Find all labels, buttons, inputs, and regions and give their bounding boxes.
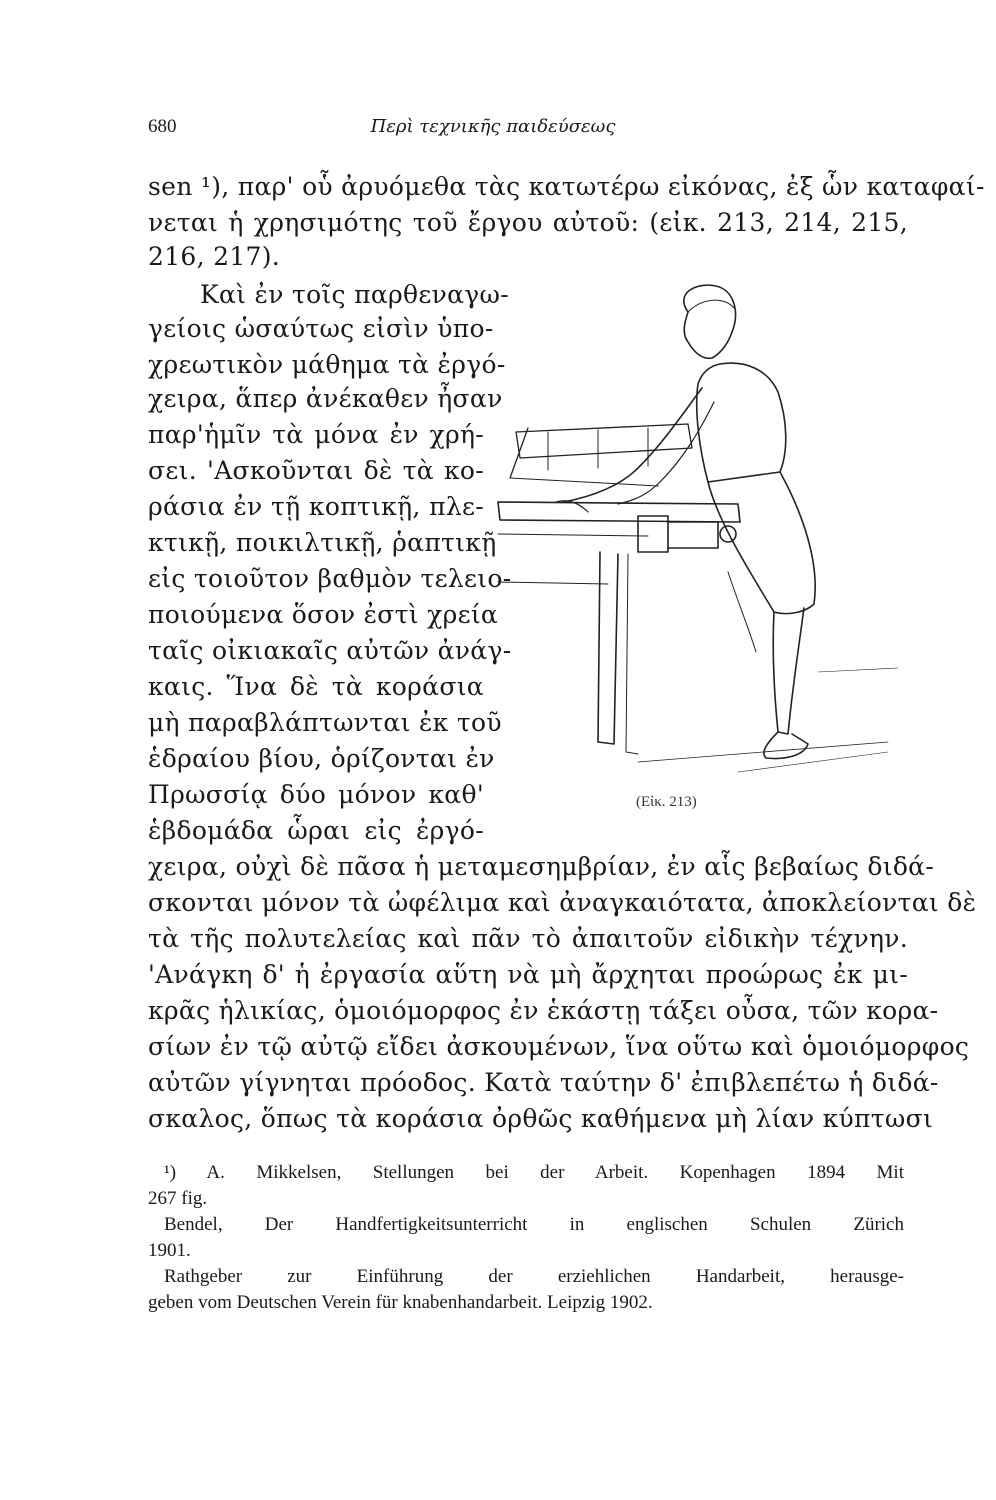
footnote-line: Bendel, Der Handfertigkeitsunterricht in englischen Schulen Zürich [164,1214,904,1235]
body-line: καις. Ἵνα δὲ τὰ κοράσια [148,672,484,701]
body-line: κτικῇ, ποικιλτικῇ, ῥαπτικῇ [148,528,497,557]
body-line: 'Ανάγκη δ' ἡ ἐργασία αὕτη νὰ μὴ ἄρχηται προώρως ἐκ μι- [148,960,908,989]
body-line: ἑδραίου βίου, ὁρίζονται ἐν [148,744,495,773]
running-title: Περὶ τεχνικῆς παιδεύσεως [370,116,616,137]
workbench-top [498,502,740,522]
body-line: ράσια ἐν τῇ κοπτικῇ, πλε- [148,492,484,521]
body-line: κρᾶς ἡλικίας, ὁμοιόμορφος ἐν ἑκάστῃ τάξει οὖσα, τῶν κορα- [148,996,939,1025]
body-line: ταῖς οἰκιακαῖς αὐτῶν ἀνάγ- [148,636,512,665]
body-line: γείοις ὡσαύτως εἰσὶν ὑπο- [148,314,494,343]
bench-leg [598,552,618,744]
boy-torso [697,363,786,482]
boy-head [684,285,736,358]
body-line: σκονται μόνον τὰ ὠφέλιμα καὶ ἀναγκαιότατα, ἀποκλείονται δὲ [148,888,977,917]
body-line: ποιούμενα ὅσον ἐστὶ χρεία [148,600,499,629]
body-line: Πρωσσίᾳ δύο μόνον καθ' [148,780,484,809]
body-line: τὰ τῆς πολυτελείας καὶ πᾶν τὸ ἀπαιτοῦν εἰδικὴν τέχνην. [148,924,908,953]
body-line: 216, 217). [148,242,281,271]
body-line: μὴ παραβλάπτωνται ἐκ τοῦ [148,708,502,737]
body-line: χειρα, οὐχὶ δὲ πᾶσα ἡ μεταμεσημβρίαν, ἐν αἷς βεβαίως διδά- [148,852,935,881]
boy-trousers [708,472,815,614]
body-line: σει. 'Ασκοῦνται δὲ τὰ κο- [148,456,484,485]
body-line: χρεωτικὸν μάθημα τὰ ἐργό- [148,350,506,379]
figure-caption: (Εἰκ. 213) [636,794,697,810]
footnote-line: geben vom Deutschen Verein für knabenhandarbeit. Leipzig 1902. [148,1292,653,1313]
body-line: sen ¹), παρ' οὗ ἀρυόμεθα τὰς κατωτέρω εἰκόνας, ἐξ ὧν καταφαί- [148,172,985,201]
body-line: νεται ἡ χρησιμότης τοῦ ἔργου αὐτοῦ: (εἰκ. 213, 214, 215, [148,208,908,237]
boy-shoe [764,732,808,758]
fretsaw-frame [516,424,692,458]
boy-leg [773,608,804,734]
figure-illustration [488,272,908,812]
body-line: ἑβδομάδα ὧραι εἰς ἐργό- [148,816,484,845]
body-line: παρ'ἡμῖν τὰ μόνα ἐν χρή- [148,420,484,449]
page-header [148,116,908,146]
footnote-line: Rathgeber zur Einführung der erziehlichen Handarbeit, herausge- [164,1266,904,1287]
body-line: Καὶ ἐν τοῖς παρθεναγω- [200,280,509,309]
footnote-line: 1901. [148,1240,191,1261]
footnote-line: 267 fig. [148,1188,208,1209]
body-line: χειρα, ἅπερ ἀνέκαθεν ἦσαν [148,384,503,413]
body-line: σίων ἐν τῷ αὐτῷ εἴδει ἀσκουμένων, ἵνα οὕτω καὶ ὁμοιόμορφος [148,1032,970,1061]
footnote-line: ¹) A. Mikkelsen, Stellungen bei der Arbeit. Kopenhagen 1894 Mit [164,1162,904,1183]
page-number: 680 [148,116,177,137]
body-line: σκαλος, ὅπως τὰ κοράσια ὀρθῶς καθήμενα μὴ λίαν κύπτωσι [148,1104,934,1133]
body-line: αὐτῶν γίγνηται πρόοδος. Κατὰ ταύτην δ' ἐπιβλεπέτω ἡ διδά- [148,1068,939,1097]
body-line: εἰς τοιοῦτον βαθμὸν τελειο- [148,564,512,593]
